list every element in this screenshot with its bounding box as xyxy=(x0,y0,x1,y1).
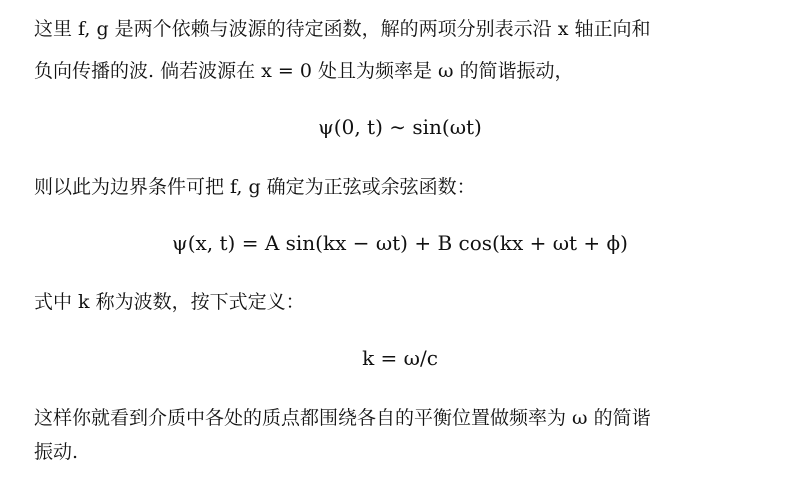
paragraph-intro-line-1: 这里 f, g 是两个依赖与波源的待定函数，解的两项分别表示沿 x 轴正向和 xyxy=(34,18,651,40)
paragraph-intro-line-2: 负向传播的波. 倘若波源在 x = 0 处且为频率是 ω 的简谐振动， xyxy=(34,60,574,82)
paragraph-conclusion-line-1: 这样你就看到介质中各处的质点都围绕各自的平衡位置做频率为 ω 的简谐 xyxy=(34,407,651,429)
paragraph-boundary-condition: 则以此为边界条件可把 f, g 确定为正弦或余弦函数： xyxy=(34,176,476,198)
paragraph-wave-number: 式中 k 称为波数，按下式定义： xyxy=(34,291,305,313)
equation-boundary: ψ(0, t) ∼ sin(ωt) xyxy=(318,115,482,139)
paragraph-conclusion-line-2: 振动. xyxy=(34,441,79,463)
equation-wave-solution: ψ(x, t) = A sin(kx − ωt) + B cos(kx + ωt + ϕ) xyxy=(172,231,628,255)
equation-wave-number: k = ω/c xyxy=(362,346,438,370)
